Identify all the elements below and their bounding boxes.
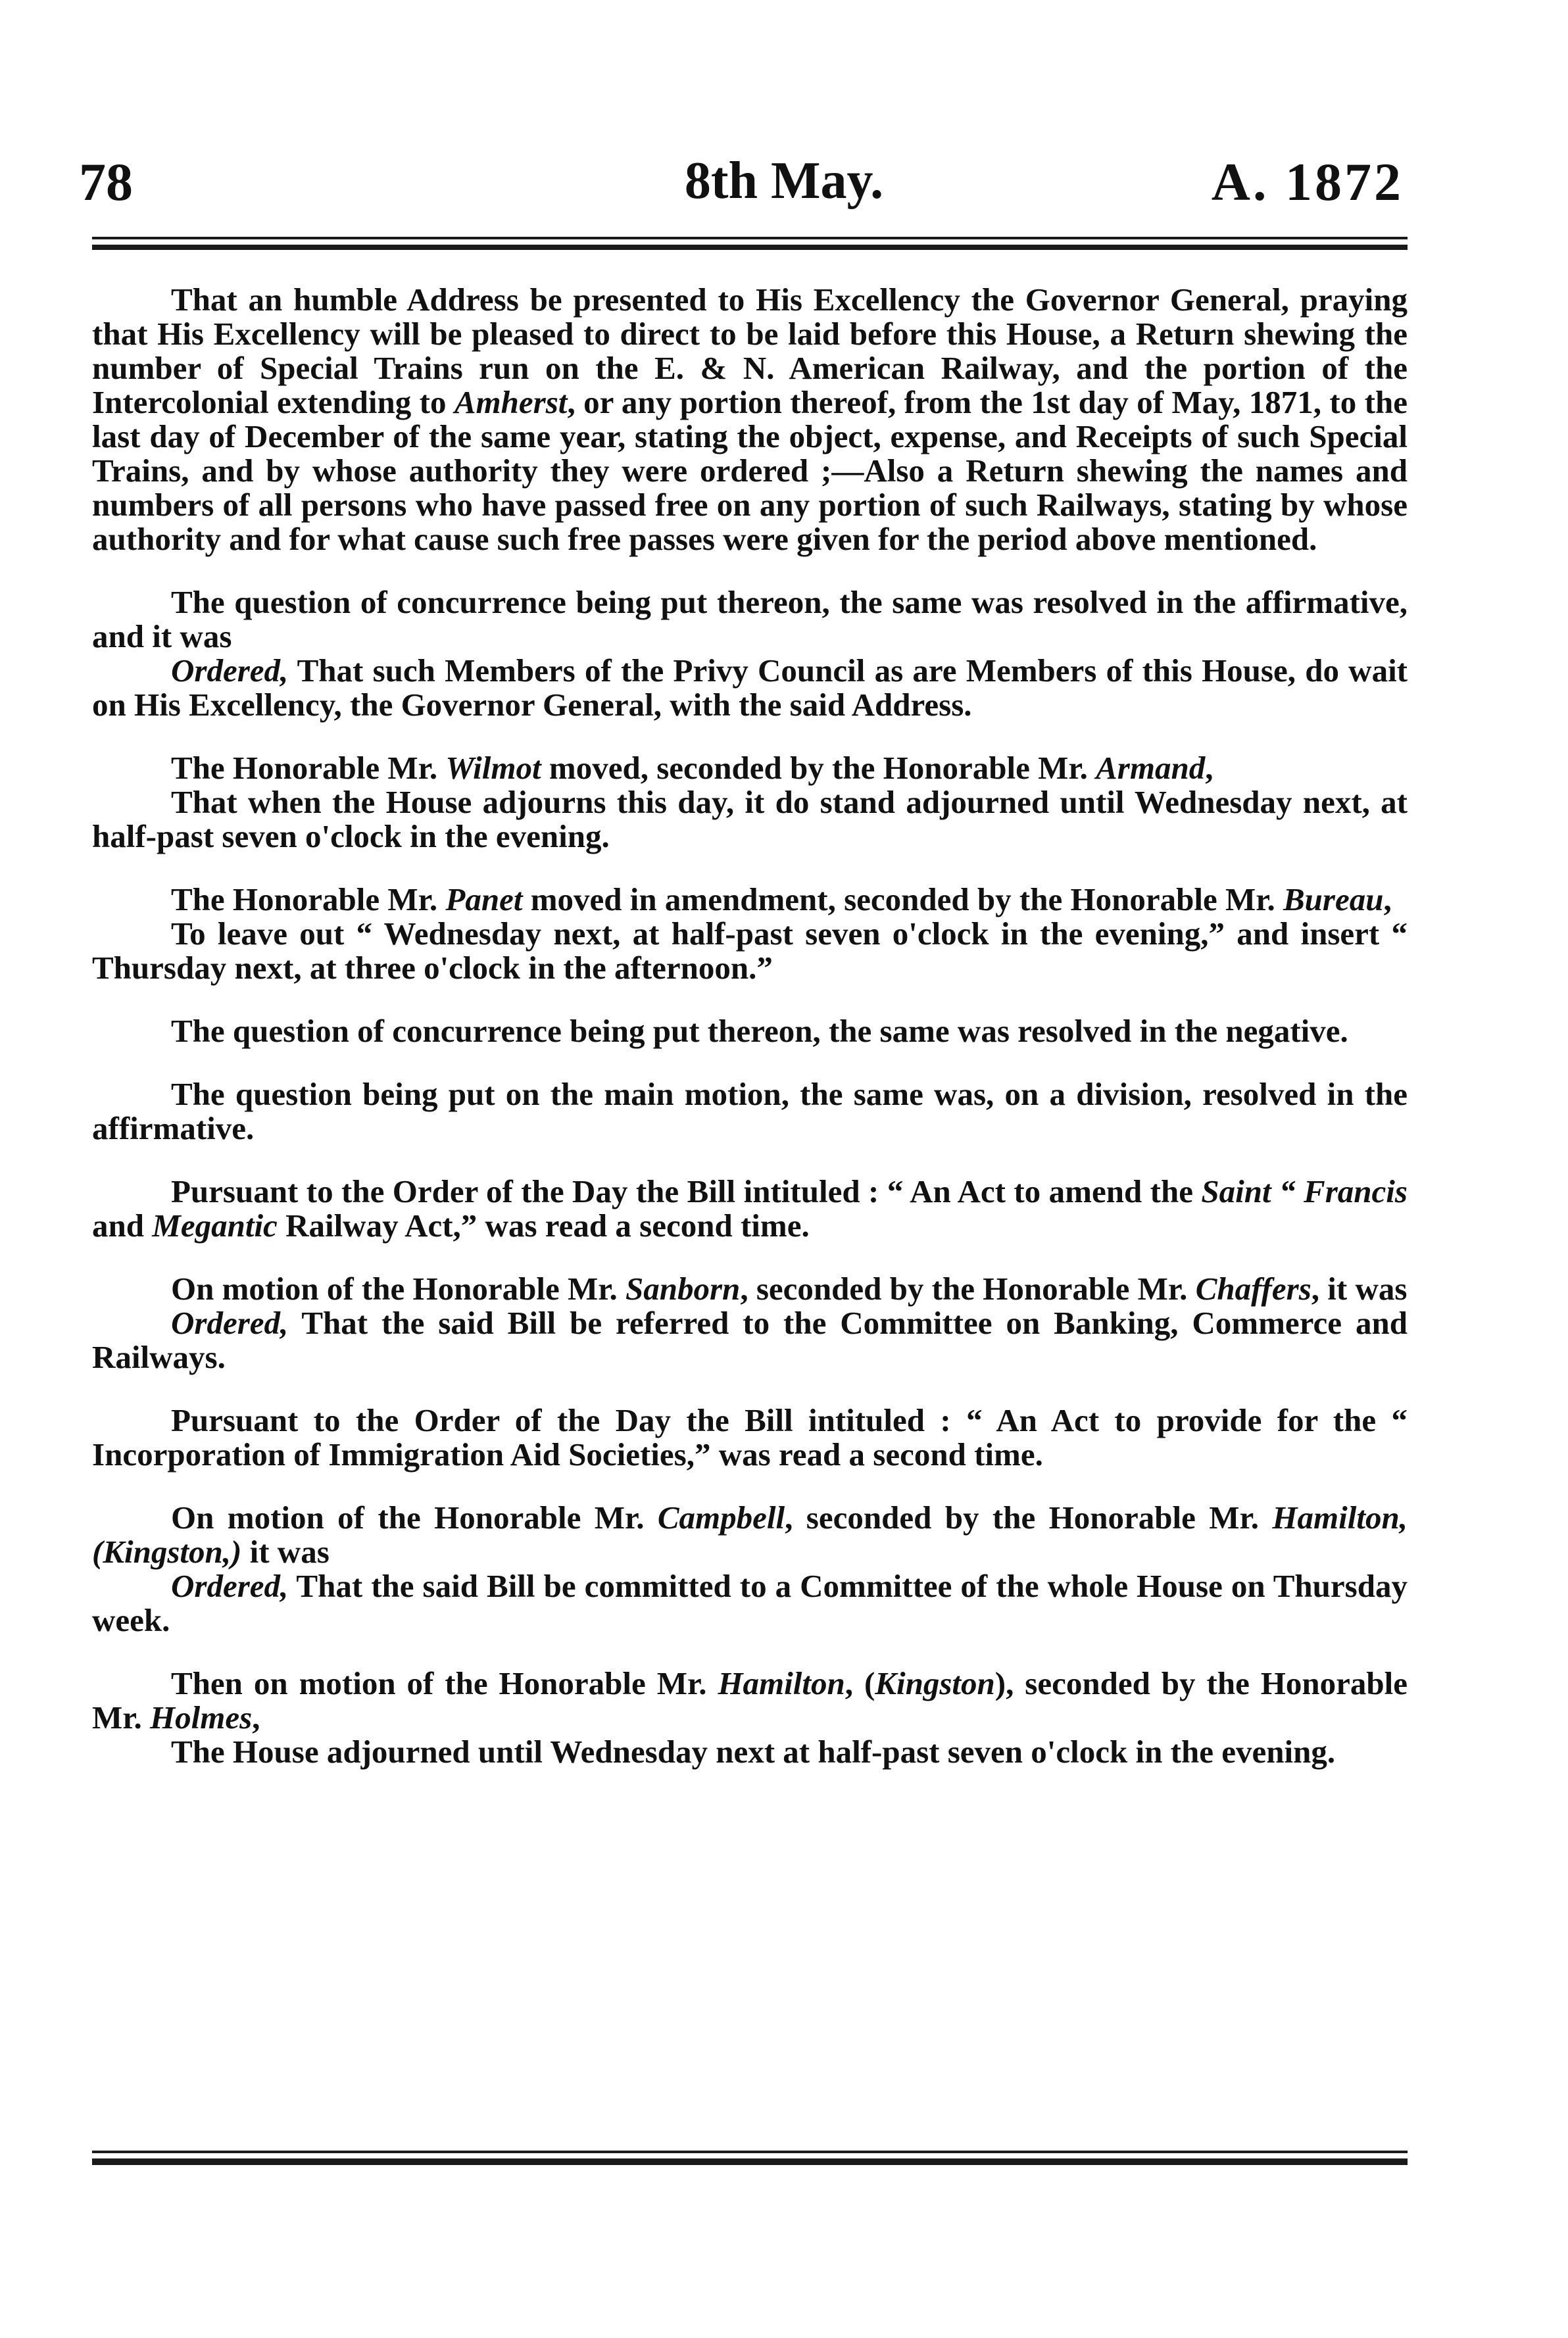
footer-rule-thin xyxy=(92,2151,1408,2153)
immigration-bill-paragraph: Pursuant to the Order of the Day the Bill intituled : “ An Act to provide for the “ Incorporation of Immigration Aid Societies,” was read a second time. xyxy=(92,1402,1408,1473)
address-paragraph: That an humble Address be presented to His Excellency the Governor General, praying that His Excellency will be pleased to direct to be laid before this House, a Return shewing the number of Special Trains run on the E. & N. American Railway, and the portion of the Intercolonial extending to Amherst, or any portion thereof, from the 1st day of May, 1871, to the last day of December of the same year, stating the object, expense, and Receipts of such Special Trains, and by whose authority they were ordered ;—Also a Return shewing the names and numbers of all persons who have passed free on any portion of such Railways, stating by whose authority and for what cause such free passes were given for the period above mentioned. xyxy=(92,281,1408,557)
referred-paragraph: Ordered, That the said Bill be referred to the Committee on Banking, Commerce and Railways. xyxy=(92,1305,1408,1375)
page-header xyxy=(0,151,1568,230)
hamilton-motion-paragraph: Then on motion of the Honorable Mr. Hamilton, (Kingston), seconded by the Honorable Mr. Holmes, xyxy=(92,1665,1408,1736)
page-number: 78 xyxy=(79,152,133,212)
amendment-text-paragraph: To leave out “ Wednesday next, at half-past seven o'clock in the evening,” and insert “ Thursday next, at three o'clock in the afternoon.” xyxy=(92,915,1408,986)
ordered-paragraph: Ordered, That such Members of the Privy Council as are Members of this House, do wait on His Excellency, the Governor General, with the said Address. xyxy=(92,652,1408,723)
adjourn-motion-paragraph: That when the House adjourns this day, it do stand adjourned until Wednesday next, at half-past seven o'clock in the evening. xyxy=(92,784,1408,854)
page-date: 8th May. xyxy=(684,152,884,210)
panet-amendment-paragraph: The Honorable Mr. Panet moved in amendment, seconded by the Honorable Mr. Bureau, xyxy=(171,881,1392,917)
committed-paragraph: Ordered, That the said Bill be committed to a Committee of the whole House on Thursday week. xyxy=(92,1568,1408,1638)
page-year: A. 1872 xyxy=(1211,152,1404,212)
header-rule-thick xyxy=(92,245,1408,250)
main-motion-paragraph: The question being put on the main motion, the same was, on a division, resolved in the affirmative. xyxy=(92,1076,1408,1146)
campbell-motion-paragraph: On motion of the Honorable Mr. Campbell, seconded by the Honorable Mr. Hamilton, (Kingston,) it was xyxy=(92,1499,1408,1570)
wilmot-motion-paragraph: The Honorable Mr. Wilmot moved, seconded by the Honorable Mr. Armand, xyxy=(171,750,1213,786)
header-rule-thin xyxy=(92,237,1408,239)
journal-text xyxy=(92,283,1408,1769)
saint-francis-bill-paragraph: Pursuant to the Order of the Day the Bill intituled : “ An Act to amend the Saint “ Francis and Megantic Railway Act,” was read a second time. xyxy=(92,1173,1408,1244)
concurrence-paragraph: The question of concurrence being put thereon, the same was resolved in the affirmative, and it was xyxy=(92,584,1408,654)
sanborn-motion-paragraph: On motion of the Honorable Mr. Sanborn, seconded by the Honorable Mr. Chaffers, it was xyxy=(171,1271,1408,1307)
negative-paragraph: The question of concurrence being put thereon, the same was resolved in the negative. xyxy=(171,1013,1348,1049)
adjourned-paragraph: The House adjourned until Wednesday next at half-past seven o'clock in the evening. xyxy=(171,1734,1336,1770)
footer-rule-thick xyxy=(92,2158,1408,2165)
